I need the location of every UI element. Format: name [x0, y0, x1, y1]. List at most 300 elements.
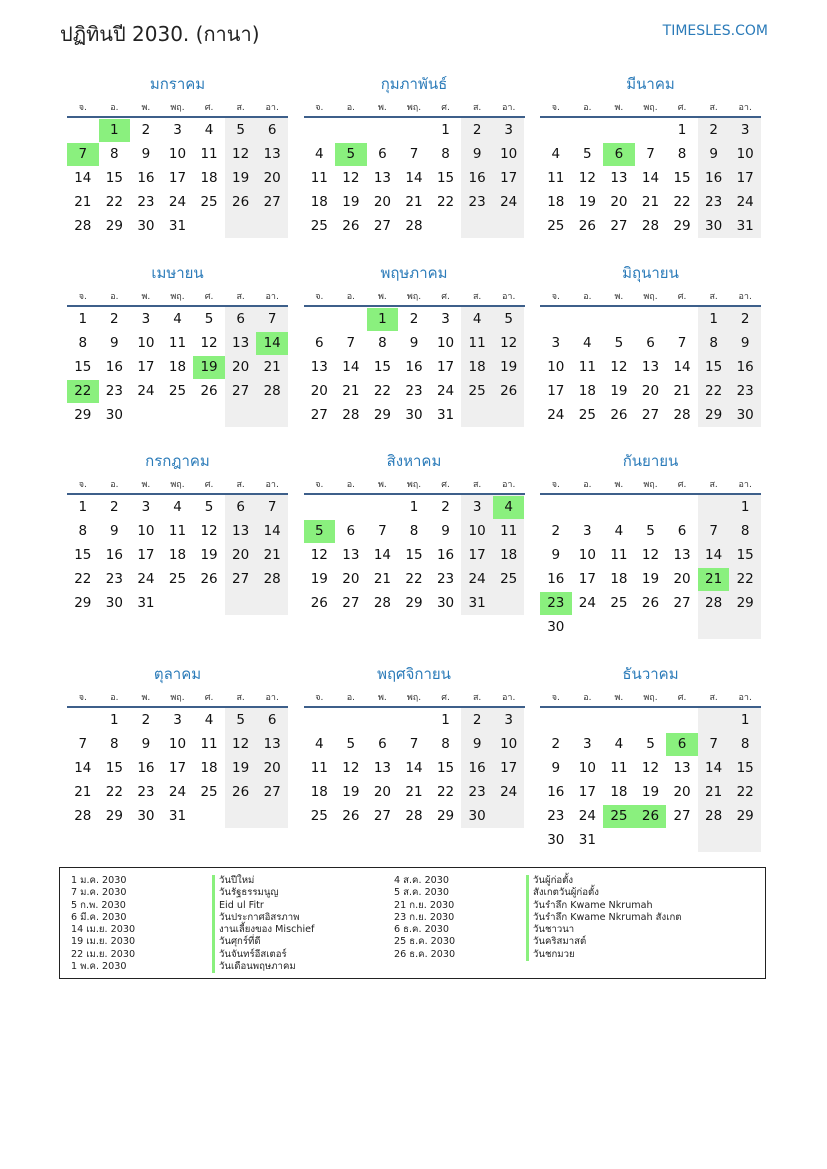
- day-cell: 17: [137, 547, 155, 563]
- day-cell: 28: [263, 571, 281, 587]
- day-cell: 2: [110, 499, 119, 515]
- weekday-label: ศ.: [441, 480, 450, 490]
- weekday-label: อ.: [583, 103, 592, 113]
- day-cell: 6: [677, 523, 687, 539]
- legend-holiday-date: 5 ส.ค. 2030: [394, 887, 449, 899]
- weekday-header: [304, 289, 525, 305]
- day-cell: 2: [409, 311, 419, 327]
- day-cell: 8: [409, 523, 419, 539]
- weekday-label: จ.: [315, 693, 324, 703]
- day-cell: 29: [373, 407, 391, 423]
- holiday-legend: [59, 867, 766, 979]
- day-cell: 6: [267, 122, 277, 138]
- day-cell: 18: [468, 359, 486, 375]
- day-cell: 13: [263, 736, 281, 752]
- day-cell: 15: [436, 170, 455, 186]
- day-cell: 15: [736, 760, 754, 776]
- holiday-day-cell: 26: [635, 805, 667, 828]
- legend-holiday-date: 23 ก.ย. 2030: [394, 911, 455, 923]
- day-cell: 28: [74, 808, 92, 824]
- day-cell: 24: [468, 571, 486, 587]
- day-cell: 10: [578, 760, 596, 776]
- weekday-label: พฤ.: [406, 693, 422, 703]
- weekday-label: จ.: [315, 480, 324, 490]
- weekday-label: จ.: [551, 480, 560, 490]
- weekday-label: จ.: [315, 103, 324, 113]
- day-cell: 19: [610, 383, 628, 399]
- day-cell: 29: [105, 218, 123, 234]
- day-cell: 20: [310, 383, 328, 399]
- day-cell: 20: [342, 571, 360, 587]
- weekday-label: ศ.: [441, 292, 450, 302]
- holiday-day-cell: 19: [193, 356, 225, 379]
- day-cell: 1: [740, 499, 750, 515]
- day-cell: 12: [342, 170, 360, 186]
- day-cell: 9: [551, 547, 561, 563]
- day-cell: 9: [740, 335, 750, 351]
- day-cell: 22: [105, 784, 123, 800]
- weekday-label: จ.: [551, 103, 560, 113]
- day-cell: 26: [310, 595, 328, 611]
- day-cell: 5: [204, 311, 214, 327]
- day-cell: 21: [373, 571, 391, 587]
- day-cell: 2: [551, 523, 561, 539]
- day-cell: 8: [78, 335, 88, 351]
- day-cell: 11: [547, 170, 565, 186]
- month-name: ตุลาคม: [153, 665, 202, 683]
- day-cell: 28: [342, 407, 360, 423]
- day-cell: 6: [314, 335, 324, 351]
- day-cell: 18: [200, 760, 218, 776]
- day-cell: 10: [168, 736, 187, 752]
- day-cell: 20: [263, 760, 281, 776]
- day-cell: 27: [232, 383, 250, 399]
- day-cell: 13: [232, 335, 250, 351]
- day-cell: 6: [236, 499, 245, 515]
- day-cell: 11: [200, 146, 218, 162]
- day-cell: 27: [673, 808, 691, 824]
- day-cell: 11: [500, 523, 518, 539]
- day-cell: 10: [500, 736, 518, 752]
- day-cell: 13: [641, 359, 660, 375]
- day-cell: 4: [173, 311, 182, 327]
- weekday-label: อา.: [738, 292, 752, 302]
- day-cell: 31: [436, 407, 455, 423]
- weekday-label: พฤ.: [170, 292, 185, 302]
- day-cell: 15: [405, 547, 423, 563]
- day-cell: 25: [547, 218, 565, 234]
- weekday-label: ส.: [472, 693, 482, 703]
- day-cell: 30: [547, 832, 565, 848]
- day-cell: 18: [500, 547, 518, 563]
- day-cell: 11: [610, 547, 628, 563]
- legend-dates-left: [71, 875, 135, 973]
- day-cell: 20: [232, 547, 250, 563]
- day-cell: 10: [137, 335, 155, 351]
- legend-holiday-date: 22 เม.ย. 2030: [71, 948, 136, 960]
- weekday-label: พฤ.: [406, 480, 422, 490]
- day-cell: 9: [409, 335, 419, 351]
- day-cell: 24: [736, 194, 754, 210]
- weekday-label: ส.: [236, 693, 245, 703]
- weekday-header: [540, 289, 761, 305]
- day-cell: 23: [468, 194, 486, 210]
- day-cell: 21: [74, 194, 92, 210]
- day-cell: 23: [547, 808, 565, 824]
- day-cell: 28: [263, 383, 281, 399]
- legend-holiday-date: 5 ก.พ. 2030: [71, 899, 126, 911]
- weekday-label: จ.: [551, 292, 560, 302]
- weekday-label: อ.: [583, 292, 592, 302]
- day-cell: 5: [504, 311, 513, 327]
- holiday-day-cell: 6: [603, 143, 635, 166]
- day-cell: 9: [441, 523, 450, 539]
- weekday-label: พฤ.: [170, 693, 185, 703]
- day-cell: 26: [610, 407, 628, 423]
- day-cell: 20: [673, 571, 691, 587]
- month-name: กันยายน: [622, 452, 679, 470]
- day-cell: 7: [709, 736, 718, 752]
- day-cell: 17: [500, 170, 518, 186]
- day-cell: 19: [641, 571, 660, 587]
- legend-holiday-date: 1 ม.ค. 2030: [71, 875, 127, 886]
- day-cell: 1: [78, 499, 88, 515]
- weekday-label: จ.: [551, 693, 560, 703]
- day-cell: 3: [173, 122, 182, 138]
- day-cell: 16: [105, 359, 123, 375]
- day-cell: 8: [441, 736, 450, 752]
- day-cell: 26: [342, 808, 360, 824]
- day-cell: 8: [378, 335, 387, 351]
- day-cell: 20: [263, 170, 281, 186]
- day-cell: 24: [137, 383, 155, 399]
- day-cell: 15: [105, 170, 123, 186]
- brand-link[interactable]: TIMESLES.COM: [662, 23, 768, 39]
- day-cell: 17: [436, 359, 455, 375]
- day-cell: 26: [232, 784, 250, 800]
- day-cell: 11: [310, 170, 328, 186]
- day-cell: 29: [74, 595, 92, 611]
- day-cell: 21: [263, 547, 281, 563]
- day-cell: 19: [342, 784, 360, 800]
- legend-holiday-date: 6 ธ.ค. 2030: [394, 924, 449, 936]
- day-cell: 3: [583, 736, 592, 752]
- legend-holiday-date: 19 เม.ย. 2030: [71, 936, 136, 948]
- weekday-label: พ.: [141, 103, 151, 113]
- day-cell: 27: [310, 407, 328, 423]
- day-cell: 22: [74, 571, 92, 587]
- day-cell: 12: [500, 335, 518, 351]
- weekday-label: ศ.: [441, 103, 450, 113]
- day-cell: 31: [578, 832, 596, 848]
- day-cell: 8: [441, 146, 450, 162]
- day-cell: 8: [677, 146, 687, 162]
- weekday-label: ส.: [709, 292, 718, 302]
- holiday-day-cell: 7: [67, 143, 99, 166]
- day-cell: 7: [78, 736, 88, 752]
- day-cell: 19: [232, 760, 250, 776]
- legend-holiday-name: วันศุกร์ที่ดี: [212, 936, 314, 948]
- day-cell: 11: [168, 335, 187, 351]
- day-cell: 15: [105, 760, 123, 776]
- legend-holiday-name: วันเดือนพฤษภาคม: [212, 961, 314, 973]
- weekday-label: อา.: [502, 292, 516, 302]
- day-cell: 29: [736, 808, 754, 824]
- legend-holiday-name: วันปีใหม่: [212, 875, 314, 887]
- day-cell: 18: [610, 784, 628, 800]
- weekday-label: อา.: [502, 103, 516, 113]
- day-cell: 26: [641, 595, 660, 611]
- day-cell: 17: [578, 784, 596, 800]
- day-cell: 2: [551, 736, 561, 752]
- weekday-label: ศ.: [204, 103, 214, 113]
- day-cell: 28: [673, 407, 691, 423]
- day-cell: 17: [168, 760, 187, 776]
- day-cell: 15: [705, 359, 723, 375]
- day-cell: 31: [168, 218, 187, 234]
- day-cell: 1: [110, 712, 119, 728]
- day-cell: 20: [373, 784, 391, 800]
- day-cell: 27: [342, 595, 360, 611]
- weekday-label: อ.: [346, 693, 355, 703]
- weekday-label: จ.: [78, 480, 87, 490]
- weekday-header: [540, 100, 761, 116]
- day-cell: 8: [709, 335, 718, 351]
- weekday-header: [304, 690, 525, 706]
- month-name: เมษายน: [151, 264, 204, 282]
- weekday-header: [67, 289, 288, 305]
- legend-holiday-date: 14 เม.ย. 2030: [71, 924, 136, 936]
- day-cell: 31: [736, 218, 754, 234]
- weekday-label: ศ.: [677, 292, 687, 302]
- day-cell: 19: [310, 571, 328, 587]
- weekday-label: ส.: [472, 103, 482, 113]
- day-cell: 21: [405, 784, 423, 800]
- day-cell: 4: [173, 499, 182, 515]
- day-cell: 23: [468, 784, 486, 800]
- day-cell: 23: [436, 571, 455, 587]
- day-cell: 28: [705, 808, 723, 824]
- holiday-day-cell: 6: [666, 733, 698, 756]
- weekday-header: [67, 477, 288, 493]
- day-cell: 24: [168, 194, 187, 210]
- day-cell: 28: [405, 218, 423, 234]
- weekday-label: ศ.: [677, 103, 687, 113]
- day-cell: 13: [610, 170, 628, 186]
- day-cell: 12: [232, 146, 250, 162]
- day-cell: 28: [405, 808, 423, 824]
- day-cell: 30: [137, 218, 155, 234]
- day-cell: 23: [105, 571, 123, 587]
- month-name: ธันวาคม: [622, 665, 679, 683]
- day-cell: 7: [267, 499, 277, 515]
- day-cell: 4: [614, 523, 624, 539]
- day-cell: 23: [137, 784, 155, 800]
- day-cell: 10: [468, 523, 486, 539]
- day-cell: 4: [472, 311, 482, 327]
- day-cell: 2: [141, 712, 151, 728]
- day-cell: 30: [547, 619, 565, 635]
- day-cell: 14: [705, 547, 723, 563]
- weekday-label: พ.: [378, 103, 387, 113]
- month-name: สิงหาคม: [386, 452, 442, 470]
- weekday-label: อา.: [738, 480, 752, 490]
- day-cell: 12: [342, 760, 360, 776]
- weekday-label: พ.: [141, 292, 151, 302]
- day-cell: 16: [436, 547, 455, 563]
- day-cell: 1: [677, 122, 687, 138]
- holiday-day-cell: 5: [304, 520, 336, 543]
- day-cell: 25: [500, 571, 518, 587]
- holiday-day-cell: 25: [603, 805, 635, 828]
- weekday-label: ส.: [472, 292, 482, 302]
- day-cell: 18: [200, 170, 218, 186]
- day-cell: 7: [409, 736, 419, 752]
- day-cell: 9: [110, 335, 119, 351]
- weekday-label: พ.: [141, 480, 151, 490]
- day-cell: 1: [740, 712, 750, 728]
- day-cell: 22: [373, 383, 391, 399]
- day-cell: 30: [137, 808, 155, 824]
- day-cell: 2: [141, 122, 151, 138]
- day-cell: 29: [74, 407, 92, 423]
- day-cell: 4: [614, 736, 624, 752]
- day-cell: 19: [342, 194, 360, 210]
- month-name: กรกฎาคม: [145, 452, 210, 470]
- day-cell: 11: [310, 760, 328, 776]
- day-cell: 16: [137, 760, 155, 776]
- day-cell: 30: [105, 595, 123, 611]
- day-cell: 5: [346, 736, 356, 752]
- day-cell: 2: [110, 311, 119, 327]
- day-cell: 9: [141, 146, 151, 162]
- day-cell: 7: [378, 523, 387, 539]
- holiday-day-cell: 4: [493, 496, 525, 519]
- weekday-label: พ.: [141, 693, 151, 703]
- day-cell: 9: [709, 146, 718, 162]
- weekday-header: [540, 477, 761, 493]
- day-cell: 20: [610, 194, 628, 210]
- weekday-label: ส.: [709, 103, 718, 113]
- day-cell: 24: [578, 808, 596, 824]
- weekday-label: อ.: [110, 693, 119, 703]
- day-cell: 3: [173, 712, 182, 728]
- day-cell: 11: [168, 523, 187, 539]
- day-cell: 26: [200, 571, 218, 587]
- weekday-header: [304, 477, 525, 493]
- legend-holiday-name: วันชาวนา: [526, 924, 682, 936]
- day-cell: 6: [378, 146, 387, 162]
- holiday-day-cell: 1: [367, 308, 399, 331]
- day-cell: 16: [705, 170, 723, 186]
- day-cell: 15: [74, 547, 92, 563]
- legend-holiday-date: 4 ส.ค. 2030: [394, 875, 449, 886]
- weekday-label: พ.: [378, 480, 387, 490]
- weekday-label: พ.: [614, 103, 624, 113]
- weekday-header: [540, 690, 761, 706]
- day-cell: 7: [409, 146, 419, 162]
- day-cell: 25: [578, 407, 596, 423]
- day-cell: 10: [547, 359, 565, 375]
- day-cell: 13: [263, 146, 281, 162]
- day-cell: 25: [468, 383, 486, 399]
- day-cell: 23: [137, 194, 155, 210]
- day-cell: 28: [373, 595, 391, 611]
- day-cell: 27: [641, 407, 660, 423]
- weekday-label: จ.: [78, 693, 87, 703]
- holiday-day-cell: 23: [540, 592, 572, 615]
- day-cell: 5: [204, 499, 214, 515]
- weekday-label: ส.: [709, 693, 718, 703]
- day-cell: 12: [200, 335, 218, 351]
- day-cell: 28: [641, 218, 660, 234]
- legend-holiday-name: วันรำลึก Kwame Nkrumah: [526, 900, 682, 912]
- day-cell: 21: [673, 383, 691, 399]
- legend-holiday-name: วันประกาศอิสรภาพ: [212, 912, 314, 924]
- legend-holiday-name: วันผู้ก่อตั้ง: [526, 875, 682, 887]
- weekday-label: อ.: [110, 480, 119, 490]
- weekday-label: อา.: [738, 693, 752, 703]
- weekday-label: จ.: [78, 103, 87, 113]
- legend-holiday-name: วันรำลึก Kwame Nkrumah สังเกต: [526, 912, 682, 924]
- legend-holiday-name: วันคริสมาสต์: [526, 936, 682, 948]
- day-cell: 15: [436, 760, 455, 776]
- day-cell: 3: [441, 311, 450, 327]
- day-cell: 17: [468, 547, 486, 563]
- day-cell: 13: [673, 760, 691, 776]
- weekday-label: พฤ.: [170, 480, 185, 490]
- day-cell: 29: [673, 218, 691, 234]
- day-cell: 9: [472, 146, 482, 162]
- weekday-label: ส.: [236, 292, 245, 302]
- day-cell: 12: [232, 736, 250, 752]
- day-cell: 10: [168, 146, 187, 162]
- day-cell: 1: [441, 712, 450, 728]
- weekday-label: พ.: [614, 292, 624, 302]
- day-cell: 21: [263, 359, 281, 375]
- month-name: พฤษภาคม: [380, 264, 448, 282]
- day-cell: 22: [436, 194, 455, 210]
- day-cell: 6: [267, 712, 277, 728]
- day-cell: 14: [74, 170, 92, 186]
- day-cell: 28: [74, 218, 92, 234]
- day-cell: 1: [409, 499, 419, 515]
- day-cell: 27: [232, 571, 250, 587]
- day-cell: 4: [583, 335, 592, 351]
- day-cell: 23: [405, 383, 423, 399]
- day-cell: 4: [204, 122, 214, 138]
- day-cell: 28: [705, 595, 723, 611]
- weekday-label: อา.: [738, 103, 752, 113]
- day-cell: 14: [405, 170, 423, 186]
- day-cell: 9: [472, 736, 482, 752]
- day-cell: 11: [578, 359, 596, 375]
- day-cell: 15: [736, 547, 754, 563]
- day-cell: 1: [441, 122, 450, 138]
- day-cell: 20: [673, 784, 691, 800]
- day-cell: 16: [468, 760, 486, 776]
- day-cell: 25: [310, 808, 328, 824]
- legend-holiday-date: 7 ม.ค. 2030: [71, 887, 127, 899]
- day-cell: 17: [578, 571, 596, 587]
- day-cell: 24: [137, 571, 155, 587]
- day-cell: 27: [373, 218, 391, 234]
- day-cell: 14: [405, 760, 423, 776]
- weekday-label: พ.: [614, 693, 624, 703]
- day-cell: 30: [468, 808, 486, 824]
- weekday-header: [304, 100, 525, 116]
- day-cell: 25: [310, 218, 328, 234]
